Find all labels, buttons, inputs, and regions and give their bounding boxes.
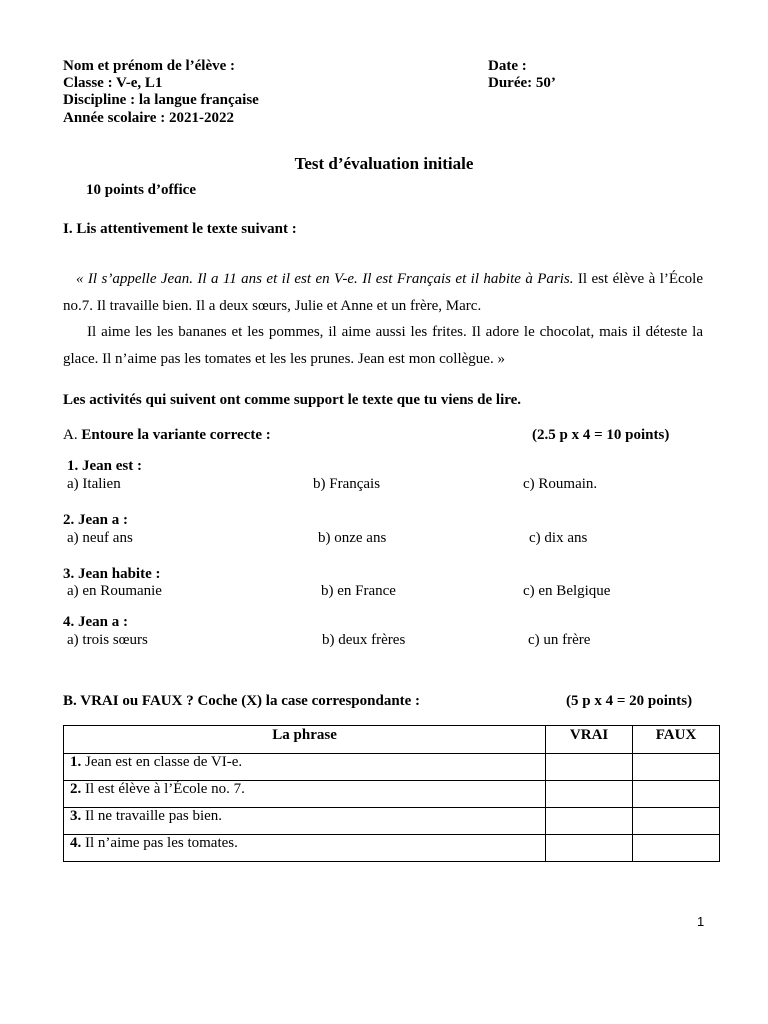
part-b-points: (5 p x 4 = 20 points) bbox=[566, 693, 693, 709]
date-label: Date : bbox=[488, 58, 527, 74]
question-3: 3. Jean habite : bbox=[63, 566, 161, 582]
phrase-text: Il ne travaille pas bien. bbox=[81, 808, 223, 824]
question-1-option-c[interactable]: c) Roumain. bbox=[523, 476, 598, 492]
faux-checkbox-cell[interactable] bbox=[633, 754, 720, 781]
column-header-phrase: La phrase bbox=[64, 726, 546, 754]
phrase-number: 2. bbox=[70, 781, 82, 797]
phrase-cell bbox=[64, 835, 546, 862]
phrase-text: Il est élève à l’École no. 7. bbox=[81, 781, 245, 797]
question-2-option-a[interactable]: a) neuf ans bbox=[67, 530, 133, 546]
part-a-title bbox=[63, 427, 271, 444]
text-paragraph-1-italic: « Il s’appelle Jean. Il a 11 ans et il est en V-e. Il est Français et il habite à Paris. bbox=[76, 271, 574, 287]
table-row bbox=[64, 808, 720, 835]
part-a-instruction: Entoure la variante correcte : bbox=[81, 427, 271, 443]
text-paragraph-2: Il aime les les bananes et les pommes, il aime aussi les frites. Il adore le chocolat, mais il déteste la glace. Il n’aime pas les tomates et les les prunes. Jean est mon collègue. » bbox=[63, 324, 703, 367]
question-4-option-c[interactable]: c) un frère bbox=[528, 632, 591, 648]
table-row bbox=[64, 754, 720, 781]
vrai-checkbox-cell[interactable] bbox=[546, 781, 633, 808]
page-number: 1 bbox=[697, 914, 705, 929]
faux-checkbox-cell[interactable] bbox=[633, 835, 720, 862]
school-year-label: Année scolaire : 2021-2022 bbox=[63, 110, 234, 126]
question-1: 1. Jean est : bbox=[67, 458, 142, 474]
question-4: 4. Jean a : bbox=[63, 614, 128, 630]
question-2-option-c[interactable]: c) dix ans bbox=[529, 530, 588, 546]
phrase-text: Jean est en classe de VI-e. bbox=[81, 754, 243, 770]
question-3-option-b[interactable]: b) en France bbox=[321, 583, 396, 599]
table-row bbox=[64, 781, 720, 808]
activities-intro: Les activités qui suivent ont comme support le texte que tu viens de lire. bbox=[63, 392, 522, 408]
phrase-cell bbox=[64, 808, 546, 835]
text-paragraph-1-rest: Il est élève à l’École no.7. Il travaille bien. Il a deux sœurs, Julie et Anne et un frère, Marc. bbox=[63, 271, 704, 314]
phrase-cell bbox=[64, 781, 546, 808]
duration-label: Durée: 50’ bbox=[488, 75, 556, 91]
text-paragraph-1 bbox=[63, 266, 703, 319]
true-false-table bbox=[63, 725, 720, 862]
part-b-title: B. VRAI ou FAUX ? Coche (X) la case correspondante : bbox=[63, 693, 421, 709]
column-header-faux: FAUX bbox=[633, 726, 720, 754]
phrase-number: 3. bbox=[70, 808, 82, 824]
table-row bbox=[64, 835, 720, 862]
question-1-option-a[interactable]: a) Italien bbox=[67, 476, 121, 492]
section-1-title: I. Lis attentivement le texte suivant : bbox=[63, 221, 297, 237]
vrai-checkbox-cell[interactable] bbox=[546, 835, 633, 862]
column-header-vrai: VRAI bbox=[546, 726, 633, 754]
part-a-prefix: A. bbox=[63, 427, 78, 443]
office-points: 10 points d’office bbox=[86, 182, 196, 198]
vrai-checkbox-cell[interactable] bbox=[546, 808, 633, 835]
class-label: Classe : V-e, L1 bbox=[63, 75, 163, 91]
phrase-number: 4. bbox=[70, 835, 82, 851]
question-4-option-a[interactable]: a) trois sœurs bbox=[67, 632, 148, 648]
question-3-option-c[interactable]: c) en Belgique bbox=[523, 583, 611, 599]
discipline-label: Discipline : la langue française bbox=[63, 92, 259, 108]
page-title: Test d’évaluation initiale bbox=[294, 154, 474, 173]
phrase-number: 1. bbox=[70, 754, 82, 770]
part-a-points: (2.5 p x 4 = 10 points) bbox=[532, 427, 670, 443]
phrase-cell bbox=[64, 754, 546, 781]
question-1-option-b[interactable]: b) Français bbox=[313, 476, 381, 492]
phrase-text: Il n’aime pas les tomates. bbox=[81, 835, 238, 851]
question-4-option-b[interactable]: b) deux frères bbox=[322, 632, 406, 648]
question-3-option-a[interactable]: a) en Roumanie bbox=[67, 583, 162, 599]
question-2-option-b[interactable]: b) onze ans bbox=[318, 530, 387, 546]
table-header-row bbox=[64, 726, 720, 754]
question-2: 2. Jean a : bbox=[63, 512, 128, 528]
vrai-checkbox-cell[interactable] bbox=[546, 754, 633, 781]
student-name-label: Nom et prénom de l’élève : bbox=[63, 58, 236, 74]
faux-checkbox-cell[interactable] bbox=[633, 808, 720, 835]
faux-checkbox-cell[interactable] bbox=[633, 781, 720, 808]
